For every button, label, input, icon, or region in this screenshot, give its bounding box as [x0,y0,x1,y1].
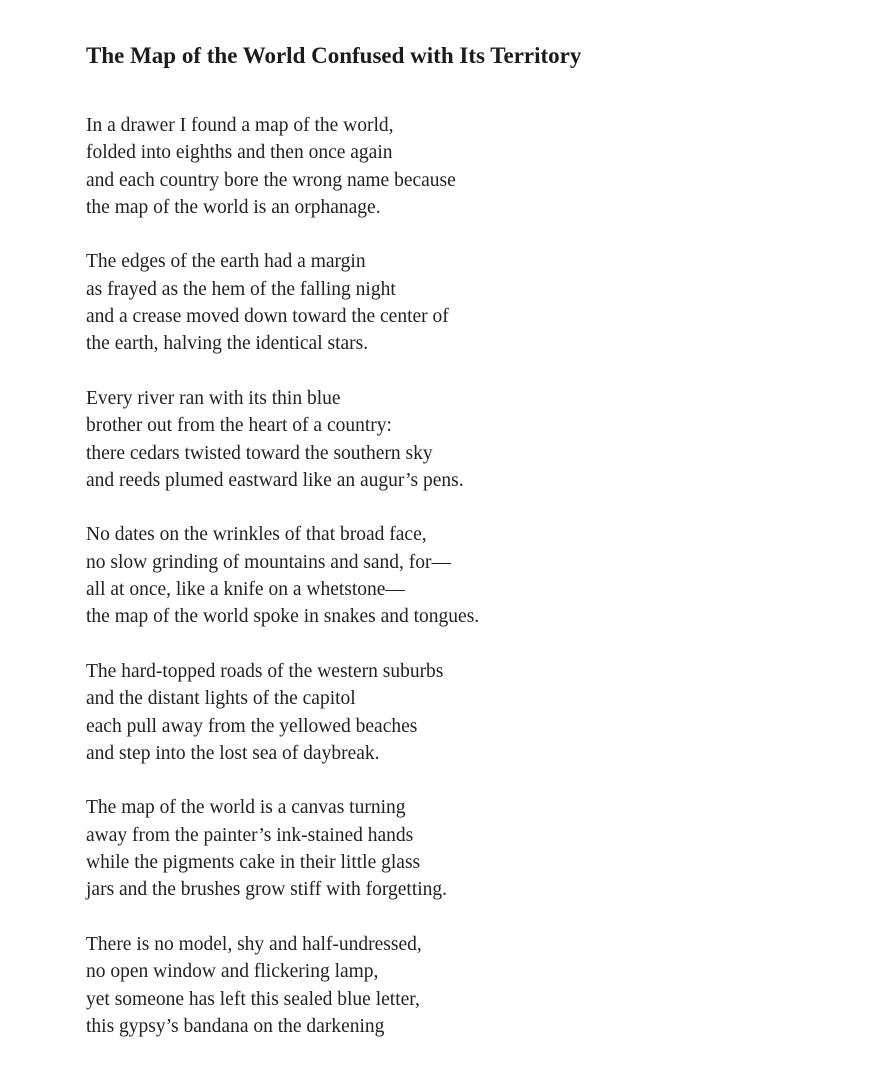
poem-line: No dates on the wrinkles of that broad face, [86,524,427,546]
poem-line: The hard-topped roads of the western suburbs [86,660,444,682]
stanza [86,521,846,630]
poem-line: and each country bore the wrong name because [86,169,456,191]
poem-line: no slow grinding of mountains and sand, for— [86,551,452,573]
poem-line: and a crease moved down toward the center of [86,306,449,328]
poem-line: yet someone has left this sealed blue letter, [86,988,420,1010]
poem-line: while the pigments cake in their little glass [86,852,421,874]
poem-line: the earth, halving the identical stars. [86,333,369,355]
poem-line: no open window and flickering lamp, [86,961,379,983]
poem-line: There is no model, shy and half-undressed, [86,933,422,955]
poem-line: and step into the lost sea of daybreak. [86,742,380,764]
poem-line: there cedars twisted toward the southern sky [86,442,433,464]
poem-title: The Map of the World Confused with Its Territory [86,43,582,68]
poem-line: the map of the world is an orphanage. [86,196,381,218]
poem-line: each pull away from the yellowed beaches [86,715,418,737]
poem-line: and the distant lights of the capitol [86,688,356,710]
poem-line: Every river ran with its thin blue [86,387,341,409]
poem-line: away from the painter’s ink-stained hands [86,824,414,846]
poem-line: brother out from the heart of a country: [86,415,392,437]
poem-line: and reeds plumed eastward like an augur’s pens. [86,469,464,491]
poem-line: the map of the world spoke in snakes and tongues. [86,606,480,628]
poem-line: In a drawer I found a map of the world, [86,115,394,136]
poem-line: all at once, like a knife on a whetstone— [86,579,405,601]
stanza [86,794,846,903]
poem-line: The map of the world is a canvas turning [86,797,406,819]
stanza [86,248,846,357]
stanza [86,112,846,221]
stanza [86,658,846,767]
stanza [86,931,846,1040]
poem-line: folded into eighths and then once again [86,142,393,164]
poem-line: jars and the brushes grow stiff with forgetting. [86,879,448,901]
stanza [86,385,846,494]
poem-line: as frayed as the hem of the falling night [86,278,396,300]
poem-body [86,112,846,1067]
poem-line: The edges of the earth had a margin [86,251,366,273]
poem-line: this gypsy’s bandana on the darkening [86,1015,385,1037]
